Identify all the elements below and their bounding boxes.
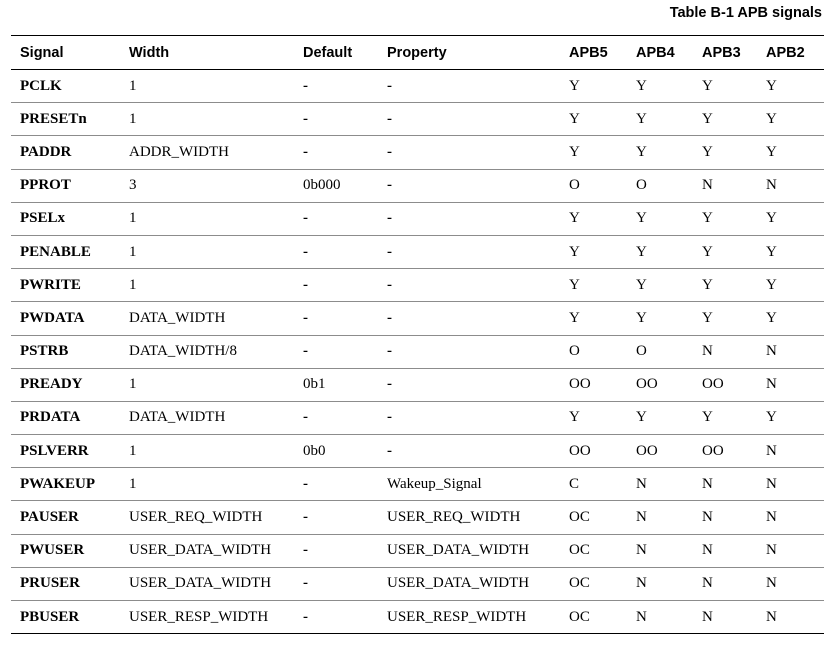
cell-default: - [294,468,378,501]
cell-apb4: N [627,567,693,600]
cell-apb2: N [757,169,824,202]
cell-apb5: OC [560,601,627,634]
table-row [11,136,824,169]
cell-default: - [294,302,378,335]
cell-signal: PADDR [11,136,120,169]
cell-apb4: Y [627,235,693,268]
cell-apb4: N [627,501,693,534]
cell-apb3: Y [693,302,757,335]
cell-apb5: Y [560,70,627,103]
cell-apb4: Y [627,103,693,136]
table-row [11,567,824,600]
cell-property: - [378,235,560,268]
table-row [11,169,824,202]
cell-property: - [378,202,560,235]
cell-property: USER_REQ_WIDTH [378,501,560,534]
cell-apb4: Y [627,70,693,103]
cell-property: USER_RESP_WIDTH [378,601,560,634]
cell-width: USER_DATA_WIDTH [120,534,294,567]
cell-apb5: C [560,468,627,501]
cell-apb3: Y [693,136,757,169]
cell-width: DATA_WIDTH/8 [120,335,294,368]
table-row [11,70,824,103]
cell-apb4: O [627,169,693,202]
cell-apb5: OC [560,567,627,600]
cell-apb3: Y [693,70,757,103]
table-row [11,468,824,501]
cell-apb3: Y [693,401,757,434]
table-row [11,103,824,136]
cell-width: 1 [120,235,294,268]
cell-signal: PRDATA [11,401,120,434]
cell-apb2: N [757,534,824,567]
table-row [11,302,824,335]
cell-apb4: Y [627,269,693,302]
table-row [11,335,824,368]
header-apb2: APB2 [757,36,824,70]
cell-apb4: N [627,468,693,501]
cell-width: 1 [120,368,294,401]
cell-width: DATA_WIDTH [120,302,294,335]
cell-apb4: Y [627,401,693,434]
cell-width: USER_DATA_WIDTH [120,567,294,600]
cell-property: - [378,302,560,335]
table-header [11,36,824,70]
cell-apb5: OC [560,501,627,534]
cell-signal: PCLK [11,70,120,103]
table-row [11,501,824,534]
header-apb4: APB4 [627,36,693,70]
cell-apb2: Y [757,136,824,169]
cell-default: - [294,335,378,368]
cell-default: 0b1 [294,368,378,401]
cell-apb4: Y [627,302,693,335]
table-row [11,202,824,235]
cell-apb5: O [560,169,627,202]
table-row [11,401,824,434]
cell-apb3: Y [693,103,757,136]
cell-apb2: N [757,435,824,468]
cell-signal: PWRITE [11,269,120,302]
table-row [11,601,824,634]
cell-apb3: OO [693,368,757,401]
cell-width: USER_RESP_WIDTH [120,601,294,634]
cell-default: - [294,136,378,169]
cell-default: 0b0 [294,435,378,468]
cell-apb5: OC [560,534,627,567]
cell-signal: PENABLE [11,235,120,268]
cell-apb5: Y [560,302,627,335]
cell-default: - [294,534,378,567]
cell-apb3: N [693,567,757,600]
header-apb3: APB3 [693,36,757,70]
table-row [11,368,824,401]
cell-apb2: Y [757,202,824,235]
cell-default: - [294,501,378,534]
cell-apb2: N [757,567,824,600]
cell-width: 1 [120,70,294,103]
cell-signal: PWAKEUP [11,468,120,501]
cell-property: - [378,335,560,368]
cell-apb2: Y [757,269,824,302]
cell-property: - [378,269,560,302]
table-row [11,269,824,302]
table-row [11,534,824,567]
header-property: Property [378,36,560,70]
cell-default: - [294,70,378,103]
cell-apb3: N [693,169,757,202]
header-width: Width [120,36,294,70]
cell-apb2: Y [757,103,824,136]
cell-apb5: Y [560,103,627,136]
cell-apb3: Y [693,269,757,302]
cell-apb4: OO [627,435,693,468]
cell-property: - [378,70,560,103]
cell-signal: PBUSER [11,601,120,634]
cell-apb5: Y [560,269,627,302]
cell-signal: PAUSER [11,501,120,534]
apb-signals-table [11,35,824,634]
cell-apb4: N [627,534,693,567]
cell-property: - [378,136,560,169]
cell-default: - [294,269,378,302]
cell-default: - [294,235,378,268]
cell-default: - [294,202,378,235]
cell-apb3: Y [693,235,757,268]
cell-property: - [378,169,560,202]
cell-width: 1 [120,202,294,235]
cell-property: USER_DATA_WIDTH [378,534,560,567]
cell-signal: PRUSER [11,567,120,600]
cell-apb2: Y [757,70,824,103]
table-body [11,70,824,634]
cell-apb3: N [693,501,757,534]
cell-apb5: OO [560,435,627,468]
table-row [11,235,824,268]
cell-apb5: Y [560,401,627,434]
header-apb5: APB5 [560,36,627,70]
cell-default: 0b000 [294,169,378,202]
cell-width: 1 [120,468,294,501]
cell-signal: PWUSER [11,534,120,567]
cell-apb2: Y [757,235,824,268]
cell-signal: PSTRB [11,335,120,368]
cell-apb5: OO [560,368,627,401]
cell-width: DATA_WIDTH [120,401,294,434]
cell-default: - [294,103,378,136]
cell-property: Wakeup_Signal [378,468,560,501]
cell-signal: PSLVERR [11,435,120,468]
cell-property: USER_DATA_WIDTH [378,567,560,600]
cell-apb2: Y [757,401,824,434]
cell-signal: PREADY [11,368,120,401]
cell-apb5: Y [560,136,627,169]
cell-apb3: OO [693,435,757,468]
cell-property: - [378,368,560,401]
cell-apb2: N [757,335,824,368]
table-row [11,435,824,468]
cell-width: 1 [120,269,294,302]
cell-apb2: N [757,368,824,401]
cell-signal: PWDATA [11,302,120,335]
cell-signal: PRESETn [11,103,120,136]
cell-width: 1 [120,103,294,136]
cell-apb2: N [757,601,824,634]
cell-signal: PPROT [11,169,120,202]
cell-width: ADDR_WIDTH [120,136,294,169]
cell-apb2: N [757,468,824,501]
cell-signal: PSELx [11,202,120,235]
cell-property: - [378,103,560,136]
cell-apb3: N [693,468,757,501]
cell-apb4: N [627,601,693,634]
cell-apb3: Y [693,202,757,235]
cell-width: USER_REQ_WIDTH [120,501,294,534]
cell-apb4: Y [627,202,693,235]
cell-apb4: OO [627,368,693,401]
cell-default: - [294,567,378,600]
cell-apb5: Y [560,202,627,235]
cell-apb4: Y [627,136,693,169]
cell-apb5: Y [560,235,627,268]
cell-apb3: N [693,335,757,368]
cell-apb5: O [560,335,627,368]
header-row [11,36,824,70]
cell-apb4: O [627,335,693,368]
cell-width: 1 [120,435,294,468]
cell-apb3: N [693,534,757,567]
header-default: Default [294,36,378,70]
cell-apb2: N [757,501,824,534]
header-signal: Signal [11,36,120,70]
cell-property: - [378,435,560,468]
table-caption: Table B-1 APB signals [669,5,822,21]
cell-apb2: Y [757,302,824,335]
cell-default: - [294,601,378,634]
cell-default: - [294,401,378,434]
cell-property: - [378,401,560,434]
cell-apb3: N [693,601,757,634]
cell-width: 3 [120,169,294,202]
